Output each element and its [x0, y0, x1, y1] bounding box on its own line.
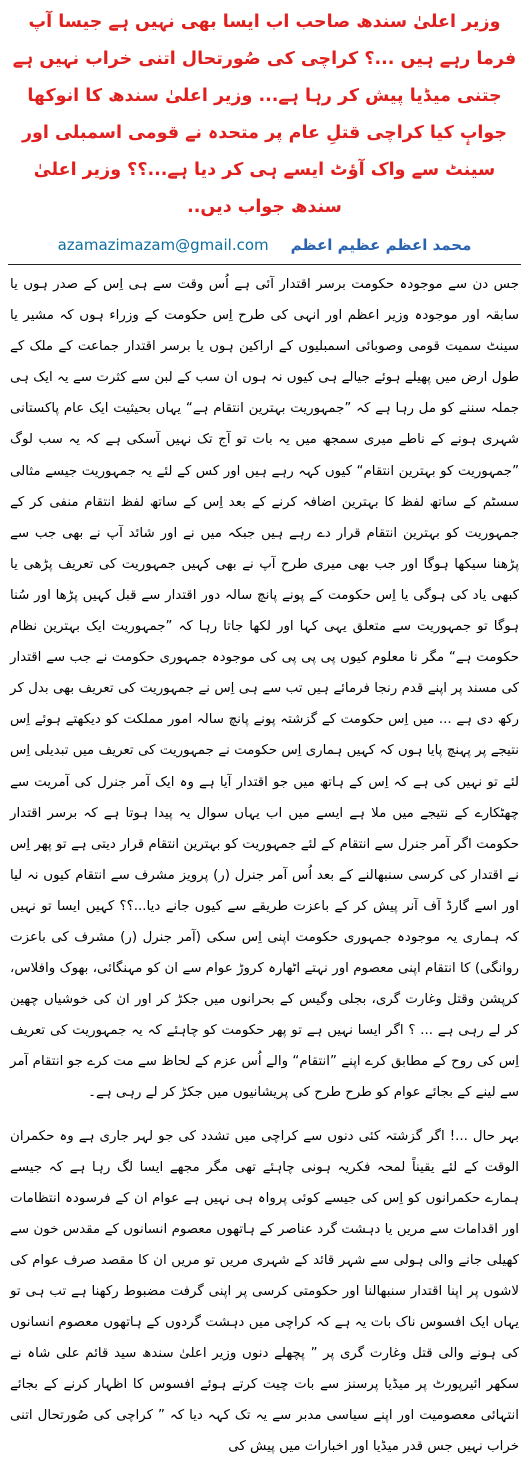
- paragraph: جس دن سے موجودہ حکومت برسر اقتدار آئی ہے اُس وقت سے ہی اِس کے صدر ہوں یا سابقہ اور موجودہ وزیر اعظم اور انہی کی طرح اِس حکومت کے وزراء ہوں کہ مشیر یا سینٹ سمیت قومی وصوبائی اسمبلیوں کے اراکین ہوں یا برسر اقتدار جماعت کے ملک کے طول ارض میں پھیلے ہوئے جیالے ہی کیوں نہ ہوں ان سب کے لبن سے کثرت سے یہ ایک ہی جملہ سننے کو مل رہا ہے کہ ”جمہوریت بہترین انتقام ہے“ یہاں بحیثیت ایک عام پاکستانی شہری ہونے کے ناطے میری سمجھ میں یہ بات تو آج تک نہیں آسکی ہے کہ یہ سب لوگ ”جمہوریت کو بہترین انتقام“ کیوں کہہ رہے ہیں اور کس کے لئے یہ جمہوریت جیسے مثالی سسٹم کے ساتھ لفظ کا بہترین اضافہ کرنے کے بعد اِس کے ساتھ لفظ انتقام منفی کر کے جمہوریت کو بہترین انتقام قرار دے رہے ہیں جبکہ میں نے اور شائد آپ نے بھی جب سے پڑھنا سیکھا ہوگا اور جب بھی میری طرح آپ نے بھی کہیں جمہوریت کی تعریف پڑھی یا کبھی یاد کی ہوگی یا اِس حکومت کے پونے پانچ سالہ دور اقتدار سے قبل کہیں پڑھا اور سُنا ہوگا تو جمہوریت سے متعلق یہی کہا اور لکھا جاتا رہا کہ ”جمہوریت ایک بہترین نظام حکومت ہے“ مگر نا معلوم کیوں پی پی پی کی موجودہ جمہوری حکومت نے جب سے اقتدار کی مسند پر اپنے قدم رنجا فرمائے ہیں تب سے ہی اِس نے جمہوریت کی تعریف بھی بدل کر رکھ دی ہے ... میں اِس حکومت کے گزشتہ پونے پانچ سالہ امور مملکت کو دیکھتے ہوئے اِس نتیجے پر پہنچ پایا ہوں کہ کہیں ہماری اِس حکومت نے جمہوریت کی تعریف میں تبدیلی اِس لئے تو نہیں کی ہے کہ اِس کے ہاتھ میں جو اقتدار آیا ہے وہ ایک آمر جنرل کی آمریت سے چھٹکارے کے نتیجے میں ملا ہے ایسے میں اب یہاں سوال یہ پیدا ہوتا ہے کہ برسر اقتدار حکومت اگر آمر جنرل سے انتقام کے لئے جمہوریت کو بہترین انتقام قرار دیتی ہے تو پھر اِس نے اقتدار کی کرسی سنبھالنے کے بعد اُس آمر جنرل (ر) پرویز مشرف سے انتقام کیوں نہ لیا اور اسے گارڈ آف آنر پیش کر کے باعزت طریقے سے کیوں جانے دیا...؟؟ کہیں ایسا تو نہیں کہ ہماری یہ موجودہ جمہوری حکومت اپنی اِس سکی (آمر جنرل (ر) مشرف کی باعزت روانگی) کا انتقام اپنی معصوم اور نہتے اٹھارہ کروڑ عوام سے ان کو مہنگائی، بھوک وافلاس، کرپشن وقتل وغارت گری، بجلی وگیس کے بحرانوں میں جکڑ کر اور ان کی خوشیاں چھین کر لے رہی ہے ... ؟ اگر ایسا نہیں ہے تو پھر حکومت کو چاہئے کہ یہ جمہوریت کی تعریف اِس کی روح کے مطابق کرے اپنے ”انتقام“ والے اُس عزم کے لحاظ سے مت کرے جو انتقام آمر سے لینے کے بجائے عوام کو طرح طرح کی پریشانیوں میں جکڑ کر لے رہی ہے۔: [10, 277, 519, 1101]
- divider: [8, 264, 521, 265]
- byline: [8, 232, 521, 258]
- headline: وزیر اعلیٰ سندھ صاحب اب ایسا بھی نہیں ہے جیسا آپ فرما رہے ہیں ...؟ کراچی کی صُورتحال اتنی خراب نہیں ہے جتنی میڈیا پیش کر رہا ہے... وزیر اعلیٰ سندھ کا انوکھا جوابٕ کیا کراچی قتلِ عام پر متحدہ نے قومی اسمبلی اور سینٹ سے واک آؤٹ ایسے ہی کر دیا ہے...؟؟ وزیر اعلیٰ سندھ جواب دیں..: [12, 12, 517, 217]
- author-email[interactable]: azamazimazam@gmail.com: [57, 236, 269, 254]
- author-name: محمد اعظم عظیم اعظم: [290, 236, 472, 254]
- paragraph: بہر حال ...! اگر گزشتہ کئی دنوں سے کراچی میں تشدد کی جو لہر جاری ہے وہ حکمران الوقت کے لئے یقیناً لمحہ فکریہ ہونی چاہئے تھی مگر مجھے ایسا لگ رہا ہے کہ جیسے ہمارے حکمرانوں کو اِس کی جیسے کوئی پرواہ ہی نہیں ہے عوام ان کے فرسودہ انتظامات اور اقدامات سے مریں یا دہشت گرد عناصر کے ہاتھوں معصوم انسانوں کے مقدس خون سے کھیلی جانے والی ہولی سے شہر قائد کے شہری مریں تو مریں ان کا مقصد صرف عوام کی لاشوں پر اپنا اقتدار سنبھالنا اور حکومتی کرسی پر اپنی گرفت مضبوط رکھنا ہے تب ہی تو یہاں ایک افسوس ناک بات یہ ہے کہ کراچی میں دہشت گردوں کے ہاتھوں معصوم انسانوں کی ہونے والی قتل وغارت گری پر ” پچھلے دنوں وزیر اعلیٰ سندھ سید قائم علی شاہ نے سکھر ائیرپورٹ پر میڈیا پرسنز سے بات چیت کرتے ہوئے افسوس کا اظہار کرنے کے بجائے انتہائی معصومیت اور اپنے سیاسی مدبر سے یہ تک کہہ دیا کہ ” کراچی کی صُورتحال اتنی خراب نہیں جس قدر میڈیا اور اخبارات میں پیش کی: [10, 1128, 519, 1455]
- article-body: [10, 269, 519, 1463]
